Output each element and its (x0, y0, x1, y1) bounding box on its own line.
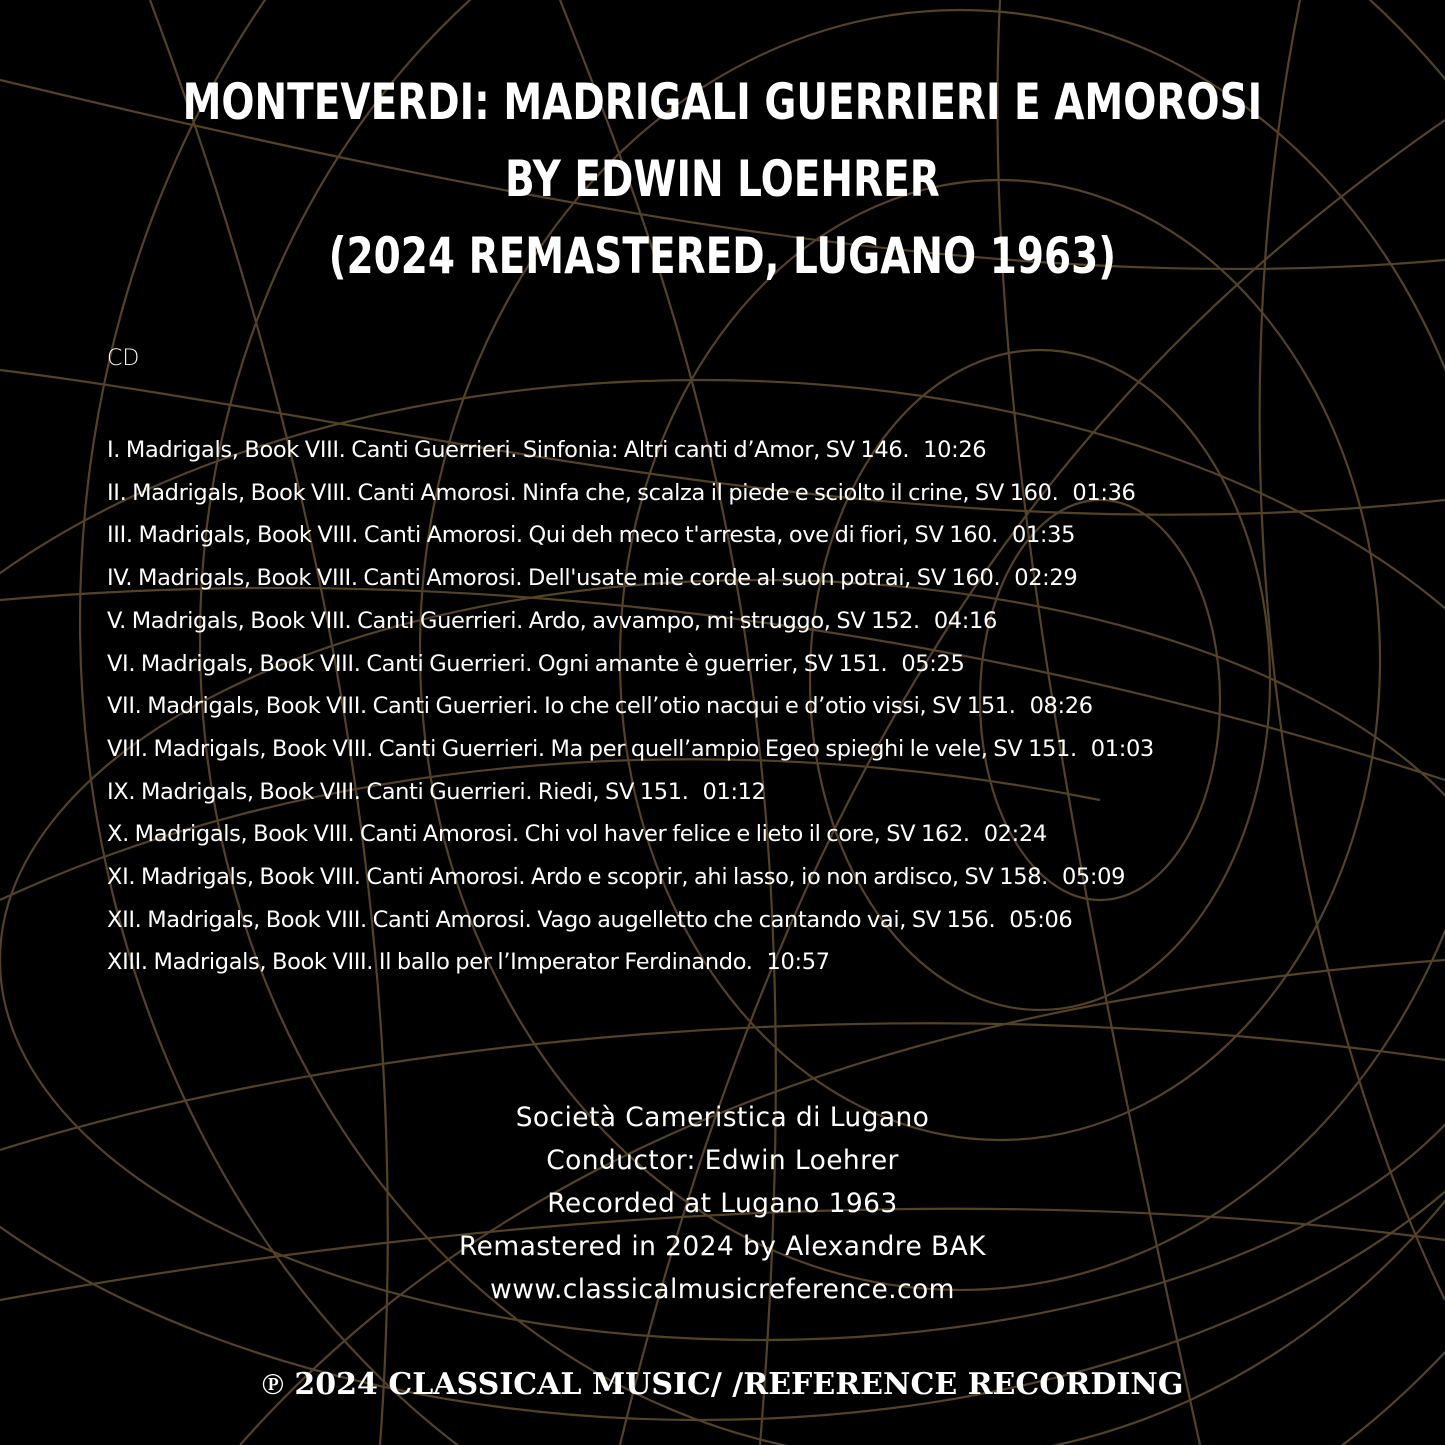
track-duration: 05:25 (901, 650, 965, 677)
track-item (107, 813, 1407, 856)
track-title: VII. Madrigals, Book VIII. Canti Guerrieri. Io che cell’otio nacqui e d’otio vissi, SV 151. (107, 693, 1016, 720)
track-duration: 08:26 (1029, 693, 1093, 720)
track-item (107, 941, 1407, 984)
track-item (107, 557, 1407, 600)
track-title: IX. Madrigals, Book VIII. Canti Guerrieri. Riedi, SV 151. (107, 778, 689, 805)
track-title: XI. Madrigals, Book VIII. Canti Amorosi. Ardo e scoprir, ahi lasso, io non ardisco, SV 158. (107, 864, 1048, 891)
copyright-footer: ℗ 2024 CLASSICAL MUSIC/ /REFERENCE RECORDING (261, 1367, 1184, 1402)
track-item (107, 685, 1407, 728)
track-title: VI. Madrigals, Book VIII. Canti Guerrieri. Ogni amante è guerrier, SV 151. (107, 650, 888, 677)
track-item (107, 429, 1407, 472)
track-duration: 01:03 (1090, 735, 1154, 762)
track-item (107, 728, 1407, 771)
track-item (107, 856, 1407, 899)
track-duration: 01:36 (1072, 479, 1136, 506)
track-title: I. Madrigals, Book VIII. Canti Guerrieri. Sinfonia: Altri canti d’Amor, SV 146. (107, 437, 910, 463)
track-item (107, 600, 1407, 643)
album-title-line: (2024 REMASTERED, LUGANO 1963) (328, 227, 1117, 285)
track-duration: 10:26 (923, 437, 987, 463)
track-title: IV. Madrigals, Book VIII. Canti Amorosi. Dell'usate mie corde al suon potrai, SV 160. (107, 565, 1001, 592)
track-duration: 05:06 (1009, 906, 1073, 933)
track-item (107, 472, 1407, 515)
track-title: II. Madrigals, Book VIII. Canti Amorosi. Ninfa che, scalza il piede e sciolto il crine, SV 160. (107, 479, 1059, 506)
track-item (107, 899, 1407, 942)
track-duration: 05:09 (1061, 864, 1126, 891)
track-title: X. Madrigals, Book VIII. Canti Amorosi. Chi vol haver felice e lieto il core, SV 162. (107, 821, 970, 848)
track-duration: 10:57 (766, 949, 830, 976)
track-title: V. Madrigals, Book VIII. Canti Guerrieri. Ardo, avvampo, mi struggo, SV 152. (107, 607, 920, 634)
track-title: VIII. Madrigals, Book VIII. Canti Guerrieri. Ma per quell’ampio Egeo spieghi le vele, SV 151. (107, 735, 1077, 762)
track-item (107, 514, 1407, 557)
track-title: XII. Madrigals, Book VIII. Canti Amorosi. Vago augelletto che cantando vai, SV 156. (107, 906, 996, 933)
track-duration: 02:29 (1014, 565, 1078, 592)
conductor-credit: Conductor: Edwin Loehrer (546, 1145, 899, 1176)
cd-label: CD (107, 346, 140, 371)
track-duration: 02:24 (983, 821, 1047, 848)
credits-block (0, 1096, 1445, 1311)
track-title: III. Madrigals, Book VIII. Canti Amorosi. Qui deh meco t'arresta, ove di fiori, SV 160. (107, 522, 998, 549)
album-title (159, 64, 1286, 295)
album-title-line: BY EDWIN LOEHRER (505, 150, 940, 208)
track-item (107, 643, 1407, 686)
track-item (107, 771, 1407, 814)
recording-info: Recorded at Lugano 1963 (547, 1188, 898, 1219)
ensemble-name: Società Cameristica di Lugano (515, 1102, 930, 1133)
track-duration: 01:35 (1011, 522, 1076, 549)
track-duration: 01:12 (702, 778, 766, 805)
track-list (107, 429, 1407, 984)
track-title: XIII. Madrigals, Book VIII. Il ballo per l’Imperator Ferdinando. (107, 949, 753, 976)
album-title-line: MONTEVERDI: MADRIGALI GUERRIERI E AMOROSI (182, 73, 1263, 131)
remaster-info: Remastered in 2024 by Alexandre BAK (459, 1231, 986, 1262)
website-link[interactable]: www.classicalmusicreference.com (490, 1274, 955, 1305)
track-duration: 04:16 (933, 607, 997, 634)
